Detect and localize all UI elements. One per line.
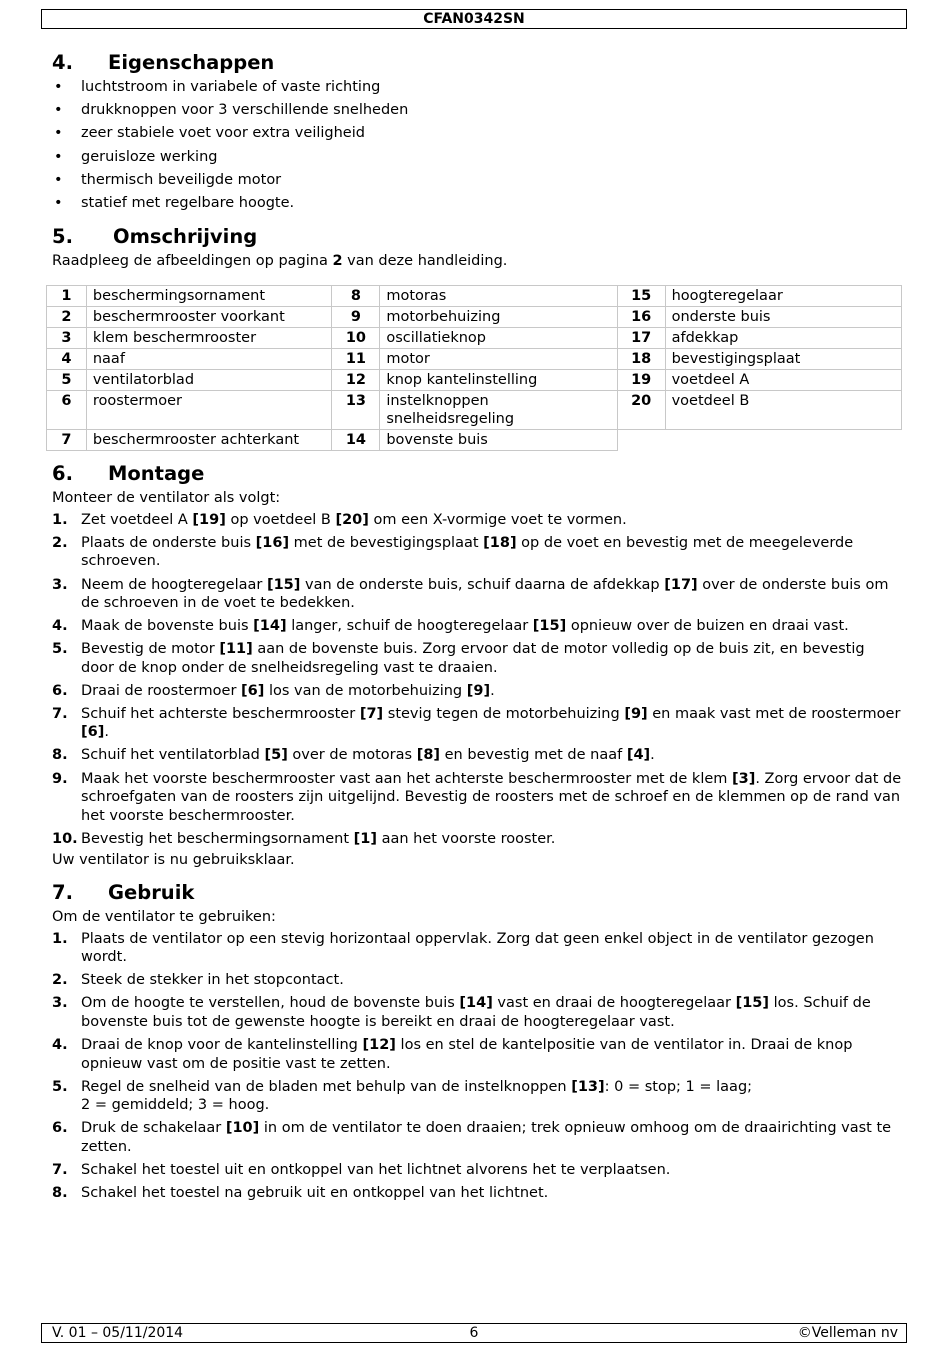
part-name: klem beschermrooster <box>86 328 332 349</box>
step-item <box>52 1119 902 1156</box>
part-name: naaf <box>86 349 332 370</box>
part-name: roostermoer <box>86 391 332 430</box>
step-segment: in om de ventilator te doen draaien; trek opnieuw omhoog om de draairichting vast te zetten. <box>81 1120 892 1155</box>
step-text <box>81 534 902 571</box>
step-text <box>81 640 902 677</box>
part-number: 1 <box>47 286 87 307</box>
step-number: 7. <box>52 705 68 722</box>
table-row <box>47 307 902 328</box>
step-number: 10. <box>52 830 78 847</box>
part-number: 4 <box>47 349 87 370</box>
part-reference: [9] <box>624 705 648 722</box>
step-segment: om een X-vormige voet te vormen. <box>368 511 627 528</box>
step-number: 2. <box>52 972 68 989</box>
part-reference: [4] <box>626 747 651 764</box>
step-text <box>81 971 344 990</box>
intro-text: van deze handleiding. <box>342 253 508 270</box>
section-title: Eigenschappen <box>108 51 275 74</box>
step-item <box>52 617 902 636</box>
step-segment: en bevestig met de naaf <box>440 747 627 764</box>
section-5-heading <box>52 224 902 250</box>
empty-cell <box>617 430 665 451</box>
step-segment: . <box>104 724 109 741</box>
step-text <box>81 705 902 742</box>
step-segment: van de onderste buis, schuif daarna de afdekkap <box>300 576 665 593</box>
feature-item: • zeer stabiele voet voor extra veiligheid <box>52 122 902 145</box>
step-text <box>81 930 902 967</box>
step-segment: langer, schuif de hoogteregelaar <box>286 618 533 635</box>
step-text <box>81 770 902 826</box>
part-name: knop kantelinstelling <box>380 370 617 391</box>
page-content <box>52 50 902 1202</box>
step-item <box>52 1184 902 1203</box>
step-segment: Druk de schakelaar <box>81 1120 226 1137</box>
footer-version: V. 01 – 05/11/2014 <box>52 1325 184 1341</box>
feature-item: • drukknoppen voor 3 verschillende snelheden <box>52 99 902 122</box>
step-segment: Draai de knop voor de kantelinstelling <box>81 1037 363 1054</box>
step-segment: Plaats de onderste buis <box>81 534 256 551</box>
product-code: CFAN0342SN <box>423 11 525 27</box>
part-reference: [6] <box>81 724 105 741</box>
table-row <box>47 430 902 451</box>
empty-cell <box>665 430 901 451</box>
part-number: 9 <box>332 307 380 328</box>
features-list <box>52 76 902 215</box>
description-intro <box>52 250 902 273</box>
part-reference: [5] <box>264 747 288 764</box>
part-reference: [1] <box>353 830 377 847</box>
assembly-outro: Uw ventilator is nu gebruiksklaar. <box>52 852 295 869</box>
part-name: onderste buis <box>665 307 901 328</box>
step-text <box>81 576 902 613</box>
part-number: 8 <box>332 286 380 307</box>
step-item <box>52 511 902 530</box>
step-item <box>52 576 902 613</box>
step-number: 3. <box>52 995 68 1012</box>
part-number: 19 <box>617 370 665 391</box>
step-number: 1. <box>52 511 68 528</box>
step-segment: Schuif het achterste beschermrooster <box>81 705 360 722</box>
table-row <box>47 349 902 370</box>
step-item <box>52 1161 902 1180</box>
part-reference: [15] <box>266 576 301 593</box>
step-number: 6. <box>52 1120 68 1137</box>
part-name: voetdeel B <box>665 391 901 430</box>
part-name: motoras <box>380 286 617 307</box>
feature-item: • geruisloze werking <box>52 146 902 169</box>
step-number: 6. <box>52 682 68 699</box>
part-reference: [7] <box>359 705 384 722</box>
section-title: Omschrijving <box>113 225 258 249</box>
step-item <box>52 640 902 677</box>
assembly-steps <box>52 511 902 848</box>
step-segment: los. Schuif de bovenste buis tot de gewenste hoogte is bereikt en draai de hoogteregelaar vast. <box>81 995 871 1030</box>
part-reference: [17] <box>664 576 698 593</box>
step-segment: Plaats de ventilator op een stevig horizontaal oppervlak. Zorg dat geen enkel object in de ventilator gezogen wordt. <box>81 930 874 966</box>
step-item <box>52 994 902 1031</box>
step-segment: stevig tegen de motorbehuizing <box>383 705 625 722</box>
part-name: voetdeel A <box>665 370 901 391</box>
part-name: beschermrooster voorkant <box>86 307 332 328</box>
usage-intro: Om de ventilator te gebruiken: <box>52 909 276 926</box>
section-4-heading <box>52 50 902 76</box>
part-reference: [14] <box>253 618 287 635</box>
step-segment: Maak de bovenste buis <box>81 618 254 635</box>
part-name: motor <box>380 349 617 370</box>
step-segment: opnieuw over de buizen en draai vast. <box>566 618 849 635</box>
step-segment: vast en draai de hoogteregelaar <box>492 995 736 1012</box>
part-name: afdekkap <box>665 328 901 349</box>
step-segment: Schuif het ventilatorblad <box>81 747 265 764</box>
step-text <box>81 682 495 701</box>
part-number: 12 <box>332 370 380 391</box>
step-text <box>81 830 555 849</box>
feature-item: • thermisch beveiligde motor <box>52 169 902 192</box>
table-row <box>47 286 902 307</box>
step-number: 8. <box>52 1184 68 1201</box>
step-item <box>52 682 902 701</box>
page-reference: 2 <box>332 253 343 270</box>
step-item <box>52 770 902 826</box>
part-number: 14 <box>332 430 380 451</box>
step-number: 5. <box>52 641 68 658</box>
part-number: 6 <box>47 391 87 430</box>
table-row <box>47 328 902 349</box>
part-name: beschermrooster achterkant <box>86 430 332 451</box>
part-reference: [19] <box>192 511 226 528</box>
section-number: 4. <box>52 51 73 74</box>
part-name: hoogteregelaar <box>665 286 901 307</box>
step-number: 3. <box>52 576 68 593</box>
section-title: Montage <box>108 462 205 486</box>
part-reference: [18] <box>483 534 517 551</box>
table-row <box>47 370 902 391</box>
step-segment: Schakel het toestel na gebruik uit en ontkoppel van het lichtnet. <box>81 1184 549 1201</box>
part-number: 3 <box>47 328 87 349</box>
section-7-heading <box>52 880 902 906</box>
page-header <box>41 9 907 29</box>
part-reference: [12] <box>362 1037 396 1054</box>
step-segment: aan het voorste rooster. <box>376 830 556 847</box>
part-name: bevestigingsplaat <box>665 349 901 370</box>
step-item <box>52 930 902 967</box>
step-segment: aan de bovenste buis. Zorg ervoor dat de motor volledig op de buis zit, en bevestig door de knop onder de snelheidsregeling vast te draaien. <box>81 641 865 676</box>
step-number: 4. <box>52 1037 68 1054</box>
step-segment: over de motoras <box>287 747 417 764</box>
part-number: 2 <box>47 307 87 328</box>
step-segment: . Zorg ervoor dat de schroefgaten van de roosters zijn uitgelijnd. Bevestig de roosters met de schroef en de klemmen op de rand van het voorste beschermrooster. <box>81 770 902 824</box>
step-text <box>81 1184 548 1203</box>
step-item <box>52 534 902 571</box>
step-text <box>81 617 849 636</box>
part-reference: [15] <box>735 995 770 1012</box>
part-reference: [3] <box>732 770 756 787</box>
part-number: 13 <box>332 391 380 430</box>
step-number: 2. <box>52 534 68 551</box>
feature-item: • luchtstroom in variabele of vaste richting <box>52 76 902 99</box>
part-reference: [8] <box>416 747 441 764</box>
step-item <box>52 1036 902 1073</box>
step-text <box>81 746 655 765</box>
step-text <box>81 994 902 1031</box>
step-segment: Neem de hoogteregelaar <box>81 576 267 593</box>
step-text <box>81 1078 752 1115</box>
part-number: 15 <box>617 286 665 307</box>
part-reference: [6] <box>241 682 265 699</box>
part-reference: [11] <box>219 641 253 658</box>
part-name: beschermingsornament <box>86 286 332 307</box>
step-text <box>81 1119 902 1156</box>
step-segment: . <box>490 682 495 699</box>
part-reference: [10] <box>225 1120 260 1137</box>
step-segment: Schakel het toestel uit en ontkoppel van het lichtnet alvorens het te verplaatsen. <box>81 1161 671 1178</box>
section-number: 7. <box>52 881 73 905</box>
section-number: 6. <box>52 462 73 486</box>
step-segment: Zet voetdeel A <box>81 511 193 528</box>
step-segment: Om de hoogte te verstellen, houd de bovenste buis <box>81 995 460 1012</box>
part-number: 10 <box>332 328 380 349</box>
part-name: motorbehuizing <box>380 307 617 328</box>
part-number: 18 <box>617 349 665 370</box>
part-reference: [14] <box>459 995 493 1012</box>
step-text <box>81 511 627 530</box>
step-segment: Draai de roostermoer <box>81 682 242 699</box>
step-segment: Maak het voorste beschermrooster vast aan het achterste beschermrooster met de klem <box>81 770 732 787</box>
step-segment: Bevestig de motor <box>81 641 220 658</box>
part-reference: [16] <box>255 534 290 551</box>
intro-text: Raadpleeg de afbeeldingen op pagina <box>52 253 333 270</box>
step-segment: Regel de snelheid van de bladen met behulp van de instelknoppen <box>81 1078 572 1095</box>
step-number: 7. <box>52 1161 68 1178</box>
part-number: 11 <box>332 349 380 370</box>
part-number: 20 <box>617 391 665 430</box>
assembly-intro: Monteer de ventilator als volgt: <box>52 490 281 507</box>
section-title: Gebruik <box>108 881 195 905</box>
part-name: ventilatorblad <box>86 370 332 391</box>
step-number: 8. <box>52 747 68 764</box>
feature-item: • statief met regelbare hoogte. <box>52 192 902 215</box>
section-6-heading <box>52 461 902 487</box>
table-row <box>47 391 902 430</box>
part-number: 5 <box>47 370 87 391</box>
part-name: oscillatieknop <box>380 328 617 349</box>
step-segment: over de onderste buis om de schroeven in de voet te bedekken. <box>81 576 889 611</box>
step-text <box>81 1161 670 1180</box>
step-segment: op de voet en bevestig met de meegeleverde schroeven. <box>81 534 854 570</box>
step-item <box>52 830 902 849</box>
part-number: 17 <box>617 328 665 349</box>
part-reference: [15] <box>532 618 567 635</box>
footer-copyright: ©Velleman nv <box>797 1325 898 1341</box>
step-segment: met de bevestigingsplaat <box>289 534 484 551</box>
part-reference: [13] <box>571 1078 605 1095</box>
step-segment: Steek de stekker in het stopcontact. <box>81 972 344 989</box>
step-number: 1. <box>52 930 68 947</box>
step-item <box>52 746 902 765</box>
part-number: 7 <box>47 430 87 451</box>
part-reference: [20] <box>335 511 369 528</box>
step-number: 4. <box>52 618 68 635</box>
step-number: 5. <box>52 1078 68 1095</box>
step-item <box>52 971 902 990</box>
step-segment: op voetdeel B <box>225 511 336 528</box>
footer-page-number: 6 <box>469 1325 479 1341</box>
step-segment: en maak vast met de roostermoer <box>647 705 901 722</box>
page-footer <box>41 1323 907 1343</box>
usage-steps <box>52 930 902 1203</box>
step-segment: los en stel de kantelpositie van de ventilator in. Draai de knop opnieuw vast om de positie vast te zetten. <box>81 1037 853 1072</box>
step-segment: . <box>650 747 655 764</box>
section-number: 5. <box>52 225 73 249</box>
step-segment: Bevestig het beschermingsornament <box>81 830 354 847</box>
step-text <box>81 1036 902 1073</box>
part-name: instelknoppen snelheidsregeling <box>380 391 617 430</box>
step-segment: los van de motorbehuizing <box>264 682 467 699</box>
part-number: 16 <box>617 307 665 328</box>
step-number: 9. <box>52 770 68 787</box>
part-name: bovenste buis <box>380 430 617 451</box>
step-segment: : 0 = stop; 1 = laag; 2 = gemiddeld; 3 = hoog. <box>81 1078 753 1114</box>
parts-table <box>46 285 902 451</box>
part-reference: [9] <box>466 682 491 699</box>
step-item <box>52 1078 902 1115</box>
step-item <box>52 705 902 742</box>
